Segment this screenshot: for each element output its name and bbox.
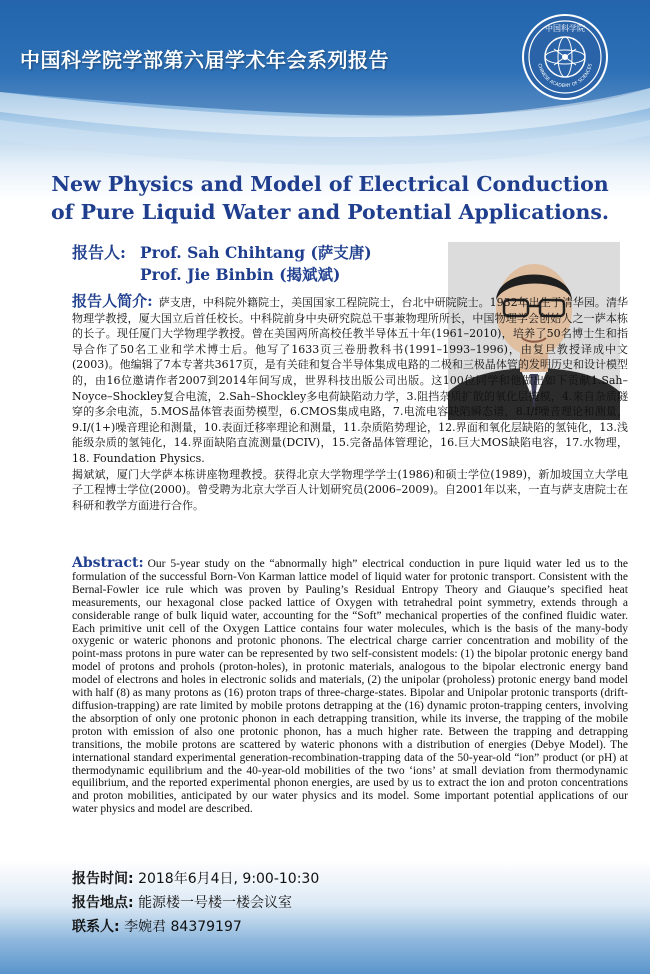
talk-title-line1: New Physics and Model of Electrical Conduction — [51, 172, 609, 196]
speaker-bio — [72, 294, 628, 513]
time-value: 2018年6月4日, 9:00-10:30 — [138, 871, 320, 887]
talk-title-line2: of Pure Liquid Water and Potential Applications. — [50, 200, 610, 224]
info-time — [72, 868, 319, 888]
svg-text:CHINESE ACADEMY OF SCIENCES — [536, 63, 593, 89]
abstract-heading: Abstract: — [72, 555, 144, 571]
abstract-text: Our 5-year study on the “abnormally high” electrical conduction in pure liquid water led us to the formulation of the successful Born-Von Karman lattice model of liquid water for protonic transport. Consistent with the Bernal-Fowler ice rule which was proven by Pauling’s Residual Entropy Theory and Giauque’s specified heat measurements, our hexagonal close packed lattice of Oxygen with tetrahedral point symmetry, extends through a considerable range of bulk liquid water, accounting for the “Soft” mechanical properties of the confined fluidic water. Each primitive unit cell of the Oxygen Lattice contains four water molecules, which is the basis of the many-body oxygenic or wateric phonons and protonic phonons. The electrical charge carrier concentration and mobility of the point-mass protons in pure water can be represented by two self-consistent models: (1) the bipolar protonic energy band model of protons and prohols (proton-holes), in protonic materials, analogous to the bipolar electronic energy band model of electrons and holes in electronic solids and materials, (2) the unipolar (proholess) protonic energy band model with half (8) as many protons as (16) proton traps of three-charge-states. Bipolar and Unipolar protonic transports (drift-diffusion-trapping) are rate limited by mobile protons detrapping at the (16) dynamic proton-trapping centers, involving the absorption of only one protonic phonon in each detrapping transition, while its inverse, the trapping of the mobile proton with emission of also one protonic phonon, has a much higher rate. Between the trapping and detrapping transitions, the mobile protons are scattered by wateric phonons with a distribution of energies (Debye Model). The international standard experimental generation-recombination-trapping data of the 50-year-old “ion” product (or pH) at thermodynamic equilibrium and the 40-year-old mobilities of the two ‘ions’ at small deviation from thermodynamic equilibrium, and the reported experimental phonon energies, are used by us to extract the ion and proton concentrations and proton mobilities, anticipated by our water physics and its model. Some important potential applications of our water physics and model are described. — [72, 558, 628, 816]
bio-text-1: 萨支唐，中科院外籍院士，美国国家工程院院士，台北中研院院士。1932年出生于清华园。清华物理学教授，厦大国立后首任校长。中科院前身中央研究院总干事兼物理所所长，中国物理学会创始人之一萨本栋的长子。现任厦门大学物理学教授。曾在美国两所高校任教半导体五十年(1961–2010)，培养了50名博士生和指导合作了50名工业和学术博士后。他写了1633页三卷册教科书(1991–1993–1996)，由复旦教授译成中文(2003)。他编辑了7本专著共3617页，是有关硅和复合半导体集成电路的二极和三极晶体管的发明历史和设计模型的，由16位邀请作者2007到2014年间写成，世界科技出版公司出版。这100位同学和他做出如下贡献1.Sah–Noyce–Shockley复合电流，2.Sah–Shockley多电荷缺陷动力学，3.阻挡杂质扩散的氧化层掩模，4.来自杂质隧穿的多余电流，5.MOS晶体管表面势模型，6.CMOS集成电路，7.电流电容缺陷瞬态谱，8.I/f噪音理论和测量，9.I/(1+)噪音理论和测量，10.表面迁移率理论和测量，11.杂质陷势理论，12.界面和氧化层缺陷的氢钝化，13.浅能级杂质的氢钝化，14.界面缺陷直流测量(DCIV)，15.完备晶体管理论，16.巨大MOS缺陷电容，17.水物理，18. Foundation Physics. — [72, 296, 628, 465]
header-title: 中国科学院学部第六届学术年会系列报告 — [20, 48, 389, 72]
logo-text: 中国科学院 — [545, 24, 585, 33]
bio-paragraph-1 — [72, 294, 628, 467]
contact-value: 李婉君 84379197 — [124, 919, 242, 935]
bio-paragraph-2: 揭斌斌，厦门大学萨本栋讲座物理教授。获得北京大学物理学学士(1986)和硕士学位(1989)，新加坡国立大学电子工程博士学位(2000)。曾受聘为北京大学百人计划研究员(2006–2009)。自2001年以来，一直与萨支唐院士在科研和教学方面进行合作。 — [72, 467, 628, 512]
talk-title — [40, 170, 620, 226]
logo-subtext: CHINESE ACADEMY OF SCIENCES — [536, 63, 594, 90]
speaker-line-1: Prof. Sah Chihtang (萨支唐) — [140, 243, 372, 262]
cas-logo-icon — [522, 14, 608, 100]
place-value: 能源楼一号楼一楼会议室 — [138, 895, 293, 911]
info-contact — [72, 916, 242, 936]
speaker-line-2: Prof. Jie Binbin (揭斌斌) — [140, 265, 341, 284]
abstract — [72, 557, 628, 816]
bio-heading: 报告人简介: — [72, 292, 153, 310]
speaker-label: 报告人: — [72, 243, 126, 262]
contact-label: 联系人: — [72, 919, 120, 935]
place-label: 报告地点: — [72, 895, 134, 911]
info-place — [72, 892, 292, 912]
time-label: 报告时间: — [72, 871, 134, 887]
